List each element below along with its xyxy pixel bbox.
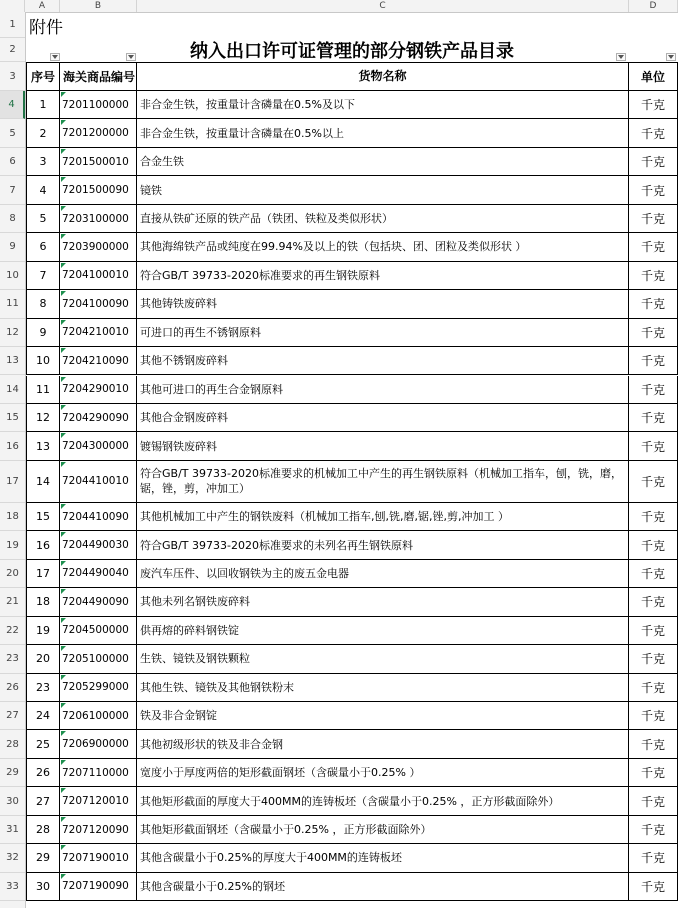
row-title [26, 38, 678, 62]
cell-unit[interactable]: 千克 [629, 262, 678, 290]
row-header[interactable]: 13 [0, 347, 25, 375]
row-header-bar [0, 12, 26, 908]
cell-code[interactable]: 7201500010 [60, 148, 137, 176]
cell-seq[interactable]: 20 [26, 645, 60, 673]
row-header[interactable]: 26 [0, 674, 25, 702]
cell-name[interactable]: 生铁、镜铁及钢铁颗粒 [137, 645, 629, 673]
cell-unit[interactable]: 千克 [629, 503, 678, 531]
cell-seq[interactable]: 7 [26, 262, 60, 290]
cell-name[interactable]: 符合GB/T 39733-2020标准要求的再生钢铁原料 [137, 262, 629, 290]
table-row [26, 787, 678, 815]
row-header[interactable]: 8 [0, 205, 25, 233]
cell-code[interactable]: 7204410090 [60, 503, 137, 531]
table-row [26, 347, 678, 375]
row-header[interactable]: 12 [0, 319, 25, 347]
table-row [26, 376, 678, 404]
cell-seq[interactable]: 15 [26, 503, 60, 531]
text-number-indicator-icon [61, 589, 66, 594]
text-number-indicator-icon [61, 561, 66, 566]
text-number-indicator-icon [61, 874, 66, 879]
cell-unit[interactable]: 千克 [629, 376, 678, 404]
cell-seq[interactable]: 9 [26, 319, 60, 347]
sheet-title[interactable]: 纳入出口许可证管理的部分钢铁产品目录 [190, 41, 514, 62]
row-header[interactable]: 29 [0, 759, 25, 787]
row-header[interactable]: 17 [0, 461, 25, 503]
text-number-indicator-icon [61, 760, 66, 765]
table-row [26, 176, 678, 204]
text-number-indicator-icon [61, 845, 66, 850]
text-number-indicator-icon [61, 377, 66, 382]
cell-code[interactable]: 7204100090 [60, 290, 137, 318]
cell-code[interactable]: 7206900000 [60, 730, 137, 758]
table-row [26, 730, 678, 758]
cell-code[interactable]: 7203900000 [60, 233, 137, 261]
cell-name[interactable]: 供再熔的碎料钢铁锭 [137, 617, 629, 645]
text-number-indicator-icon [61, 92, 66, 97]
cell-seq[interactable]: 1 [26, 91, 60, 119]
filter-dropdown-a-icon[interactable] [50, 53, 60, 61]
cell-unit[interactable]: 千克 [629, 617, 678, 645]
table-row [26, 461, 678, 503]
table-row [26, 617, 678, 645]
cell-name[interactable]: 合金生铁 [137, 148, 629, 176]
select-all-corner[interactable] [0, 0, 25, 12]
text-number-indicator-icon [61, 731, 66, 736]
row-header[interactable]: 27 [0, 702, 25, 730]
cell-seq[interactable]: 8 [26, 290, 60, 318]
row-header[interactable]: 20 [0, 560, 25, 588]
table-row [26, 319, 678, 347]
cell-code[interactable]: 7207110000 [60, 759, 137, 787]
cell-code[interactable]: 7205100000 [60, 645, 137, 673]
table-row [26, 816, 678, 844]
text-number-indicator-icon [61, 817, 66, 822]
cell-code[interactable]: 7204490030 [60, 531, 137, 559]
table-row [26, 91, 678, 119]
cell-seq[interactable]: 14 [26, 461, 60, 503]
row-header[interactable]: 22 [0, 617, 25, 645]
cell-name[interactable]: 其他海绵铁产品或纯度在99.94%及以上的铁（包括块、团、团粒及类似形状 ） [137, 233, 629, 261]
row-header[interactable]: 31 [0, 816, 25, 844]
table-row [26, 702, 678, 730]
text-number-indicator-icon [61, 291, 66, 296]
cell-unit[interactable]: 千克 [629, 844, 678, 872]
column-header-d[interactable]: D [629, 0, 678, 12]
text-number-indicator-icon [61, 618, 66, 623]
table-row [26, 262, 678, 290]
cell-code[interactable]: 7204290090 [60, 404, 137, 432]
table-row [26, 674, 678, 702]
cell-code[interactable]: 7201500090 [60, 176, 137, 204]
table-row [26, 290, 678, 318]
cell-unit[interactable]: 千克 [629, 816, 678, 844]
row-header[interactable]: 30 [0, 787, 25, 815]
cell-name[interactable]: 非合金生铁，按重量计含磷量在0.5%及以下 [137, 91, 629, 119]
cell-unit[interactable]: 千克 [629, 176, 678, 204]
cell-name[interactable]: 其他可进口的再生合金钢原料 [137, 376, 629, 404]
cell-seq[interactable]: 10 [26, 347, 60, 375]
cell-name[interactable]: 其他生铁、镜铁及其他钢铁粉末 [137, 674, 629, 702]
cell-unit[interactable]: 千克 [629, 560, 678, 588]
row-header[interactable]: 16 [0, 432, 25, 460]
cell-unit[interactable]: 千克 [629, 702, 678, 730]
text-number-indicator-icon [61, 675, 66, 680]
cell-unit[interactable]: 千克 [629, 319, 678, 347]
table-row [26, 588, 678, 616]
cell-code[interactable]: 7207190090 [60, 873, 137, 901]
cell-name[interactable]: 可进口的再生不锈钢原料 [137, 319, 629, 347]
row-header[interactable]: 15 [0, 404, 25, 432]
text-number-indicator-icon [61, 646, 66, 651]
text-number-indicator-icon [61, 788, 66, 793]
cell-name[interactable]: 符合GB/T 39733-2020标准要求的未列名再生钢铁原料 [137, 531, 629, 559]
cell-code[interactable]: 7204500000 [60, 617, 137, 645]
cell-seq[interactable]: 16 [26, 531, 60, 559]
cell-seq[interactable]: 11 [26, 376, 60, 404]
row-header[interactable]: 7 [0, 176, 25, 204]
text-number-indicator-icon [61, 263, 66, 268]
cell-unit[interactable]: 千克 [629, 588, 678, 616]
cell-unit[interactable]: 千克 [629, 119, 678, 147]
cell-code[interactable]: 7207120090 [60, 816, 137, 844]
cell-seq[interactable]: 6 [26, 233, 60, 261]
header-code[interactable]: 海关商品编号 [60, 62, 137, 91]
cell-seq[interactable]: 24 [26, 702, 60, 730]
filter-dropdown-d-icon[interactable] [666, 53, 676, 61]
cell-name[interactable]: 非合金生铁，按重量计含磷量在0.5%以上 [137, 119, 629, 147]
cell-seq[interactable]: 25 [26, 730, 60, 758]
cell-seq[interactable]: 12 [26, 404, 60, 432]
cell-name[interactable]: 其他未列名钢铁废碎料 [137, 588, 629, 616]
cell-unit[interactable]: 千克 [629, 148, 678, 176]
text-number-indicator-icon [61, 462, 66, 467]
cell-unit[interactable]: 千克 [629, 404, 678, 432]
filter-dropdown-b-icon[interactable] [126, 53, 136, 61]
cell-seq[interactable]: 30 [26, 873, 60, 901]
cell-code[interactable]: 7204210010 [60, 319, 137, 347]
attachment-label[interactable]: 附件 [29, 17, 63, 38]
text-number-indicator-icon [61, 206, 66, 211]
cell-code[interactable]: 7204490040 [60, 560, 137, 588]
row-header[interactable]: 1 [0, 12, 25, 38]
table-row [26, 873, 678, 901]
table-row [26, 205, 678, 233]
column-header-b[interactable]: B [60, 0, 137, 12]
cell-unit[interactable]: 千克 [629, 730, 678, 758]
row-header[interactable]: 9 [0, 233, 25, 261]
cell-name[interactable]: 铁及非合金钢锭 [137, 702, 629, 730]
cell-seq[interactable]: 5 [26, 205, 60, 233]
row-attachment [26, 12, 678, 38]
table-row [26, 119, 678, 147]
cell-unit[interactable]: 千克 [629, 290, 678, 318]
row-header[interactable]: 23 [0, 645, 25, 673]
text-number-indicator-icon [61, 433, 66, 438]
cell-name[interactable]: 符合GB/T 39733-2020标准要求的机械加工中产生的再生钢铁原料（机械加工指车，刨，铣，磨，锯，锉，剪，冲加工） [137, 461, 629, 503]
cell-unit[interactable]: 千克 [629, 205, 678, 233]
cell-seq[interactable]: 26 [26, 759, 60, 787]
text-number-indicator-icon [61, 703, 66, 708]
table-row [26, 432, 678, 460]
cell-name[interactable]: 废汽车压件、以回收钢铁为主的废五金电器 [137, 560, 629, 588]
table-row [26, 503, 678, 531]
cell-name[interactable]: 其他合金钢废碎料 [137, 404, 629, 432]
header-unit[interactable]: 单位 [629, 62, 678, 91]
row-header[interactable]: 33 [0, 873, 25, 901]
row-header[interactable]: 14 [0, 376, 25, 404]
column-header-c[interactable]: C [137, 0, 629, 12]
table-row [26, 759, 678, 787]
cell-code[interactable]: 7206100000 [60, 702, 137, 730]
table-row [26, 148, 678, 176]
table-row [26, 531, 678, 559]
cell-unit[interactable]: 千克 [629, 461, 678, 503]
row-header[interactable]: 3 [0, 62, 25, 91]
cell-code[interactable]: 7201200000 [60, 119, 137, 147]
row-header[interactable]: 5 [0, 119, 25, 147]
text-number-indicator-icon [61, 234, 66, 239]
cell-seq[interactable]: 13 [26, 432, 60, 460]
text-number-indicator-icon [61, 149, 66, 154]
header-row [26, 62, 678, 91]
cell-code[interactable]: 7207190010 [60, 844, 137, 872]
cell-seq[interactable]: 29 [26, 844, 60, 872]
cell-name[interactable]: 其他矩形截面钢坯（含碳量小于0.25% ，正方形截面除外） [137, 816, 629, 844]
cell-code[interactable]: 7204490090 [60, 588, 137, 616]
row-header[interactable]: 10 [0, 262, 25, 290]
text-number-indicator-icon [61, 405, 66, 410]
text-number-indicator-icon [61, 348, 66, 353]
text-number-indicator-icon [61, 320, 66, 325]
table-row [26, 645, 678, 673]
cell-name[interactable]: 其他不锈钢废碎料 [137, 347, 629, 375]
text-number-indicator-icon [61, 504, 66, 509]
cell-name[interactable]: 宽度小于厚度两倍的矩形截面钢坯（含碳量小于0.25% ） [137, 759, 629, 787]
cell-name[interactable]: 镀锡钢铁废碎料 [137, 432, 629, 460]
cell-seq[interactable]: 23 [26, 674, 60, 702]
cell-name[interactable]: 其他矩形截面的厚度大于400MM的连铸板坯（含碳量小于0.25% ，正方形截面除外） [137, 787, 629, 815]
cell-unit[interactable]: 千克 [629, 432, 678, 460]
cell-unit[interactable]: 千克 [629, 873, 678, 901]
cell-name[interactable]: 其他铸铁废碎料 [137, 290, 629, 318]
cell-code[interactable]: 7204210090 [60, 347, 137, 375]
cell-name[interactable]: 其他初级形状的铁及非合金钢 [137, 730, 629, 758]
table-row [26, 404, 678, 432]
cell-seq[interactable]: 17 [26, 560, 60, 588]
cell-seq[interactable]: 19 [26, 617, 60, 645]
cell-unit[interactable]: 千克 [629, 91, 678, 119]
header-seq[interactable]: 序号 [26, 62, 60, 91]
header-name[interactable]: 货物名称 [137, 62, 629, 91]
text-number-indicator-icon [61, 120, 66, 125]
cell-code[interactable]: 7207120010 [60, 787, 137, 815]
text-number-indicator-icon [61, 532, 66, 537]
row-header[interactable]: 28 [0, 730, 25, 758]
row-header[interactable]: 6 [0, 148, 25, 176]
row-header[interactable]: 18 [0, 503, 25, 531]
cell-seq[interactable]: 28 [26, 816, 60, 844]
cell-name[interactable]: 镜铁 [137, 176, 629, 204]
cell-unit[interactable]: 千克 [629, 759, 678, 787]
table-row [26, 233, 678, 261]
cell-code[interactable]: 7204290010 [60, 376, 137, 404]
row-header[interactable]: 19 [0, 531, 25, 559]
cell-seq[interactable]: 2 [26, 119, 60, 147]
row-header[interactable]: 2 [0, 38, 25, 62]
cell-code[interactable]: 7201100000 [60, 91, 137, 119]
cell-unit[interactable]: 千克 [629, 787, 678, 815]
cell-seq[interactable]: 3 [26, 148, 60, 176]
text-number-indicator-icon [61, 177, 66, 182]
row-header[interactable]: 21 [0, 588, 25, 616]
row-header[interactable]: 32 [0, 844, 25, 872]
cell-code[interactable]: 7204410010 [60, 461, 137, 503]
cell-unit[interactable]: 千克 [629, 347, 678, 375]
column-header-a[interactable]: A [25, 0, 60, 12]
cell-unit[interactable]: 千克 [629, 233, 678, 261]
table-row [26, 844, 678, 872]
cell-code[interactable]: 7204300000 [60, 432, 137, 460]
cell-seq[interactable]: 4 [26, 176, 60, 204]
spreadsheet-grid [26, 12, 678, 908]
filter-dropdown-c-icon[interactable] [616, 53, 626, 61]
cell-unit[interactable]: 千克 [629, 674, 678, 702]
cell-name[interactable]: 其他含碳量小于0.25%的厚度大于400MM的连铸板坯 [137, 844, 629, 872]
row-header[interactable]: 4 [0, 91, 25, 119]
cell-seq[interactable]: 18 [26, 588, 60, 616]
cell-name[interactable]: 其他机械加工中产生的钢铁废料（机械加工指车,刨,铣,磨,锯,锉,剪,冲加工 ） [137, 503, 629, 531]
cell-unit[interactable]: 千克 [629, 531, 678, 559]
table-row [26, 560, 678, 588]
cell-code[interactable]: 7203100000 [60, 205, 137, 233]
cell-name[interactable]: 直接从铁矿还原的铁产品（铁团、铁粒及类似形状） [137, 205, 629, 233]
cell-code[interactable]: 7205299000 [60, 674, 137, 702]
cell-name[interactable]: 其他含碳量小于0.25%的钢坯 [137, 873, 629, 901]
cell-unit[interactable]: 千克 [629, 645, 678, 673]
cell-seq[interactable]: 27 [26, 787, 60, 815]
cell-code[interactable]: 7204100010 [60, 262, 137, 290]
row-header[interactable]: 11 [0, 290, 25, 318]
